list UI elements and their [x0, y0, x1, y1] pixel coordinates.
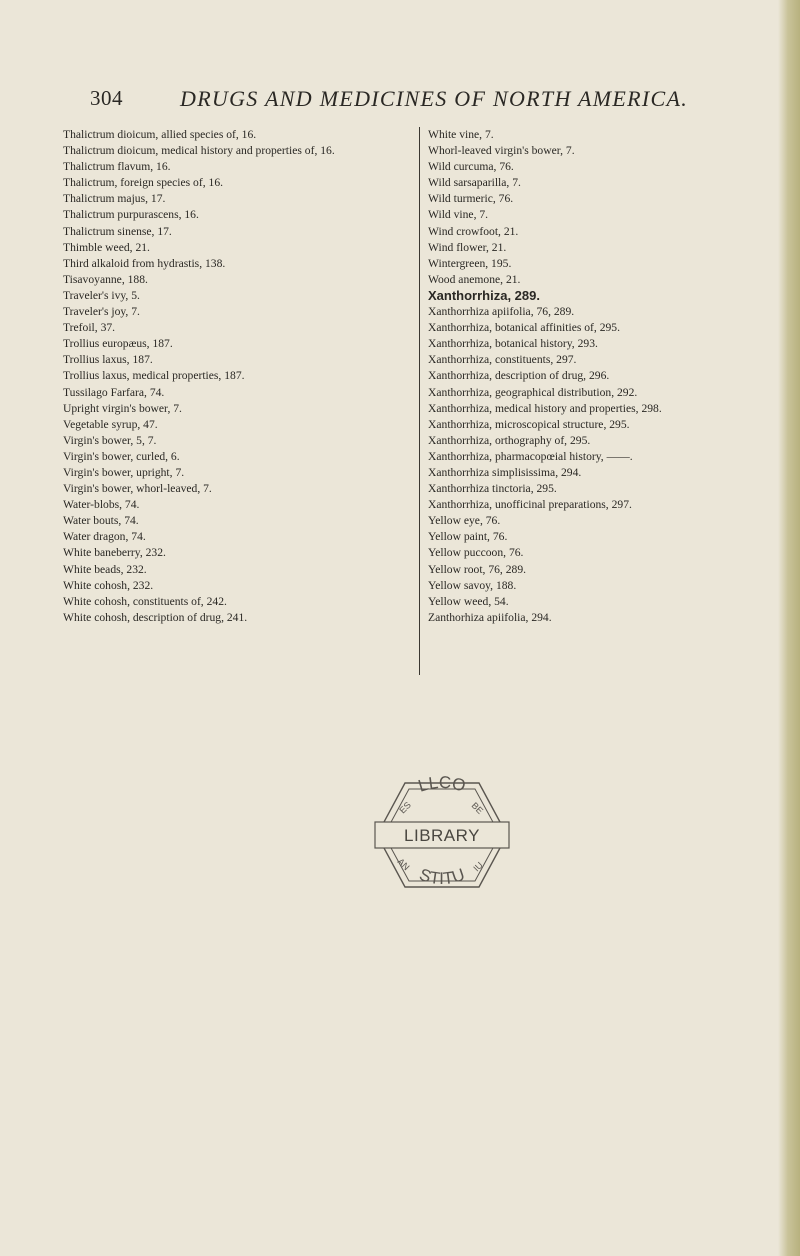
index-entry: Xanthorrhiza, pharmacopœial history, ——.	[428, 449, 633, 463]
index-entry: Yellow root, 76, 289.	[428, 562, 527, 576]
index-entry: Wild curcuma, 76.	[428, 160, 514, 174]
index-entry: Xanthorrhiza, unofficinal preparations, 297.	[428, 498, 632, 512]
index-entry: White baneberry, 232.	[63, 546, 166, 560]
index-entry: Thalictrum majus, 17.	[63, 192, 166, 206]
index-entry: Wood anemone, 21.	[428, 272, 521, 286]
index-entry: Traveler's ivy, 5.	[63, 288, 140, 302]
page-number: 304	[90, 86, 123, 110]
index-entry: Yellow eye, 76.	[428, 514, 501, 528]
index-entry: Virgin's bower, upright, 7.	[63, 465, 185, 479]
index-entry: Thalictrum dioicum, allied species of, 16.	[63, 128, 257, 141]
index-entry: Tussilago Farfara, 74.	[63, 385, 165, 399]
index-entry: Xanthorrhiza, botanical affinities of, 295.	[428, 321, 620, 335]
index-entry: Yellow weed, 54.	[428, 594, 509, 608]
index-entry: Upright virgin's bower, 7.	[63, 401, 182, 415]
index-entry: Wintergreen, 195.	[428, 256, 512, 270]
stamp-side-mark-lower-left: AN	[395, 856, 412, 873]
library-stamp	[367, 776, 517, 894]
index-entry: White cohosh, 232.	[63, 578, 154, 592]
index-entry: Whorl-leaved virgin's bower, 7.	[428, 144, 575, 158]
index-entry: Xanthorrhiza tinctoria, 295.	[428, 482, 557, 496]
index-entry: Wild vine, 7.	[428, 208, 489, 222]
index-entry: Trefoil, 37.	[63, 321, 116, 335]
column-divider	[419, 127, 420, 675]
index-entry: Water-blobs, 74.	[63, 498, 140, 512]
index-entry: Yellow puccoon, 76.	[428, 546, 524, 560]
index-entry: Xanthorrhiza, microscopical structure, 295.	[428, 417, 630, 431]
index-entry: Xanthorrhiza, botanical history, 293.	[428, 337, 598, 351]
index-entry: Vegetable syrup, 47.	[63, 417, 158, 431]
index-entry: Yellow paint, 76.	[428, 530, 508, 544]
index-entry: Xanthorrhiza simplisissima, 294.	[428, 465, 582, 479]
index-entry: Virgin's bower, whorl-leaved, 7.	[63, 482, 212, 496]
index-entry: Xanthorrhiza, medical history and properties, 298.	[428, 401, 662, 415]
index-entry: Traveler's joy, 7.	[63, 305, 140, 319]
index-entry: Zanthorhiza apiifolia, 294.	[428, 610, 552, 624]
index-entry: Thalictrum dioicum, medical history and properties of, 16.	[63, 144, 335, 158]
running-title: DRUGS AND MEDICINES OF NORTH AMERICA.	[180, 86, 689, 111]
index-entry: Virgin's bower, curled, 6.	[63, 449, 180, 463]
index-entry: Xanthorrhiza, orthography of, 295.	[428, 433, 591, 447]
index-entry: Tisavoyanne, 188.	[63, 272, 148, 286]
index-entry: Xanthorrhiza, constituents, 297.	[428, 353, 577, 367]
page-header	[0, 86, 800, 126]
index-entry: Yellow savoy, 188.	[428, 578, 517, 592]
index-entry: Thalictrum purpurascens, 16.	[63, 208, 199, 222]
index-entry: Wild turmeric, 76.	[428, 192, 514, 206]
index-entry: Xanthorrhiza apiifolia, 76, 289.	[428, 305, 575, 319]
index-entry: Water bouts, 74.	[63, 514, 139, 528]
stamp-top-arc-text: LLCO	[415, 776, 468, 796]
index-entry: White cohosh, description of drug, 241.	[63, 610, 248, 624]
index-entry: Water dragon, 74.	[63, 530, 146, 544]
index-entry: Wild sarsaparilla, 7.	[428, 176, 521, 190]
index-entry: White cohosh, constituents of, 242.	[63, 594, 227, 608]
index-entry: Thimble weed, 21.	[63, 240, 150, 254]
stamp-side-mark-upper-left: ES	[397, 799, 413, 816]
stamp-side-mark-upper-right: BE	[469, 800, 486, 816]
stamp-center-text: LIBRARY	[404, 826, 480, 845]
page-edge	[778, 0, 800, 1256]
index-entry: Xanthorrhiza, geographical distribution, 292.	[428, 385, 638, 399]
index-entry: Trollius europæus, 187.	[63, 337, 173, 351]
index-column-left	[63, 127, 413, 626]
index-entry: Thalictrum flavum, 16.	[63, 160, 171, 174]
index-entry: Wind crowfoot, 21.	[428, 224, 519, 238]
index-entry: Thalictrum, foreign species of, 16.	[63, 176, 224, 190]
index-entry: Virgin's bower, 5, 7.	[63, 433, 157, 447]
index-entry: Xanthorrhiza, description of drug, 296.	[428, 369, 610, 383]
stamp-side-mark-lower-right: IU	[471, 859, 485, 874]
index-entry: White vine, 7.	[428, 128, 494, 141]
index-entry: White beads, 232.	[63, 562, 147, 576]
index-entry: Wind flower, 21.	[428, 240, 507, 254]
index-entry: Trollius laxus, 187.	[63, 353, 153, 367]
index-entry: Third alkaloid from hydrastis, 138.	[63, 256, 226, 270]
index-column-right	[428, 127, 773, 626]
index-entry: Xanthorrhiza, 289.	[428, 287, 540, 303]
index-entry: Thalictrum sinense, 17.	[63, 224, 172, 238]
stamp-bottom-arc-text: STITU	[416, 864, 468, 889]
index-entry: Trollius laxus, medical properties, 187.	[63, 369, 245, 383]
